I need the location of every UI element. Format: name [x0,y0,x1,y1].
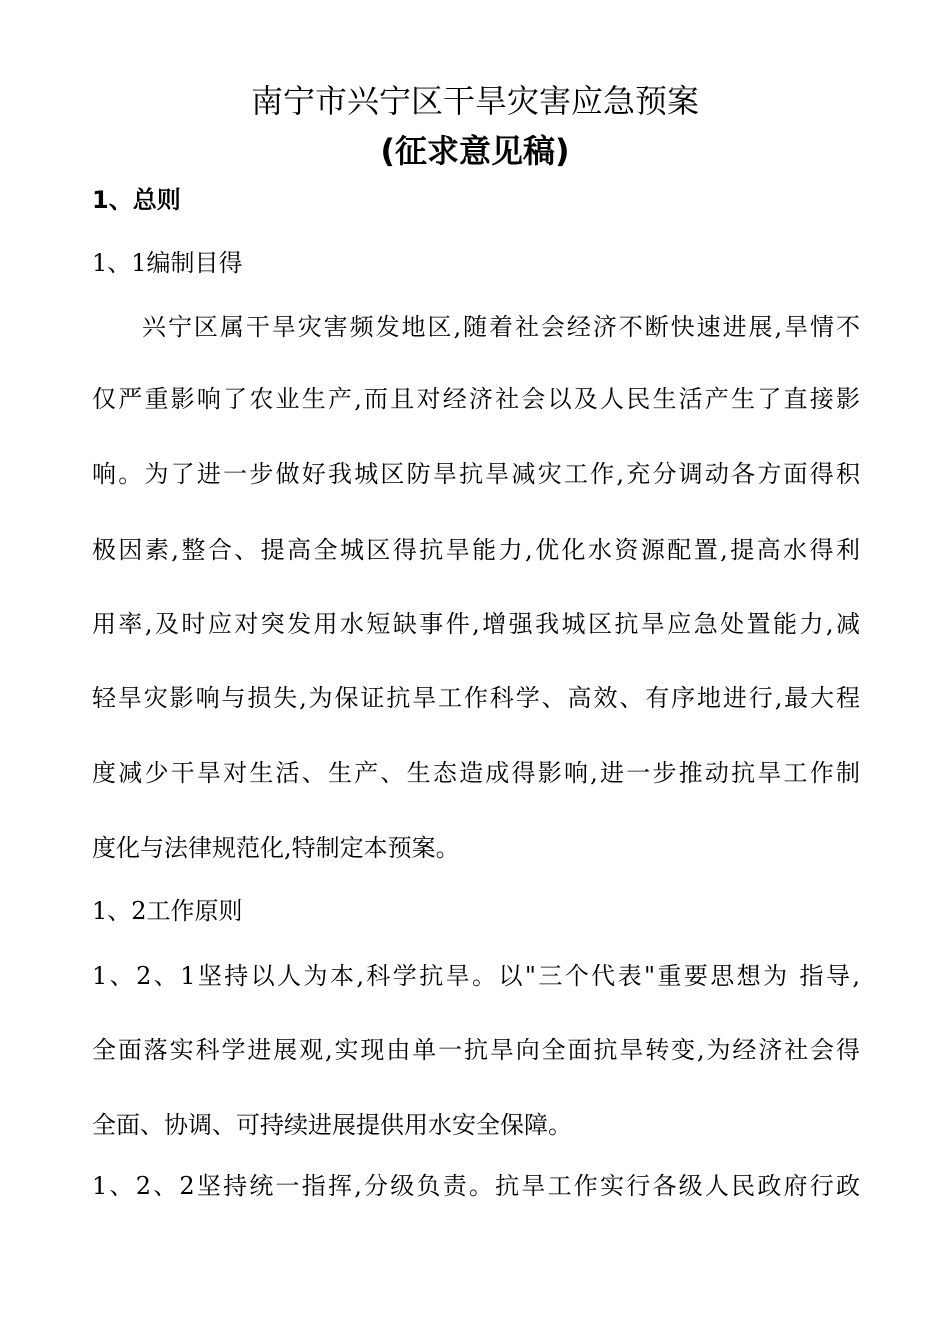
document-title: 南宁市兴宁区干旱灾害应急预案 [250,82,699,120]
paragraph-line: 1、2、2坚持统一指挥,分级负责。抗旱工作实行各级人民政府行政 [92,1172,860,1200]
paragraph-line: 轻旱灾影响与损失,为保证抗旱工作科学、高效、有序地进行,最大程 [92,684,860,712]
paragraph-line: 响。为了进一步做好我城区防旱抗旱减灾工作,充分调动各方面得积 [92,460,860,488]
paragraph-line: 全面落实科学进展观,实现由单一抗旱向全面抗旱转变,为经济社会得 [92,1036,860,1064]
subsection-heading-principles: 1、2工作原则 [92,897,243,925]
paragraph-line: 极因素,整合、提高全城区得抗旱能力,优化水资源配置,提高水得利 [92,536,860,564]
paragraph-line: 度化与法律规范化,特制定本预案。 [92,834,460,862]
paragraph-line: 仅严重影响了农业生产,而且对经济社会以及人民生活产生了直接影 [92,385,860,413]
document-subtitle: (征求意见稿) [380,132,570,170]
paragraph-line: 用率,及时应对突发用水短缺事件,增强我城区抗旱应急处置能力,减 [92,610,860,638]
paragraph-line: 全面、协调、可持续进展提供用水安全保障。 [92,1111,572,1139]
paragraph-line: 度减少干旱对生活、生产、生态造成得影响,进一步推动抗旱工作制 [92,759,860,787]
paragraph-line: 1、2、1坚持以人为本,科学抗旱。以"三个代表"重要思想为 指导, [92,962,860,990]
subsection-heading-purpose: 1、1编制目得 [92,249,243,277]
paragraph-line: 兴宁区属干旱灾害频发地区,随着社会经济不断快速进展,旱情不 [142,313,860,341]
section-heading-general: 1、总则 [92,186,181,214]
